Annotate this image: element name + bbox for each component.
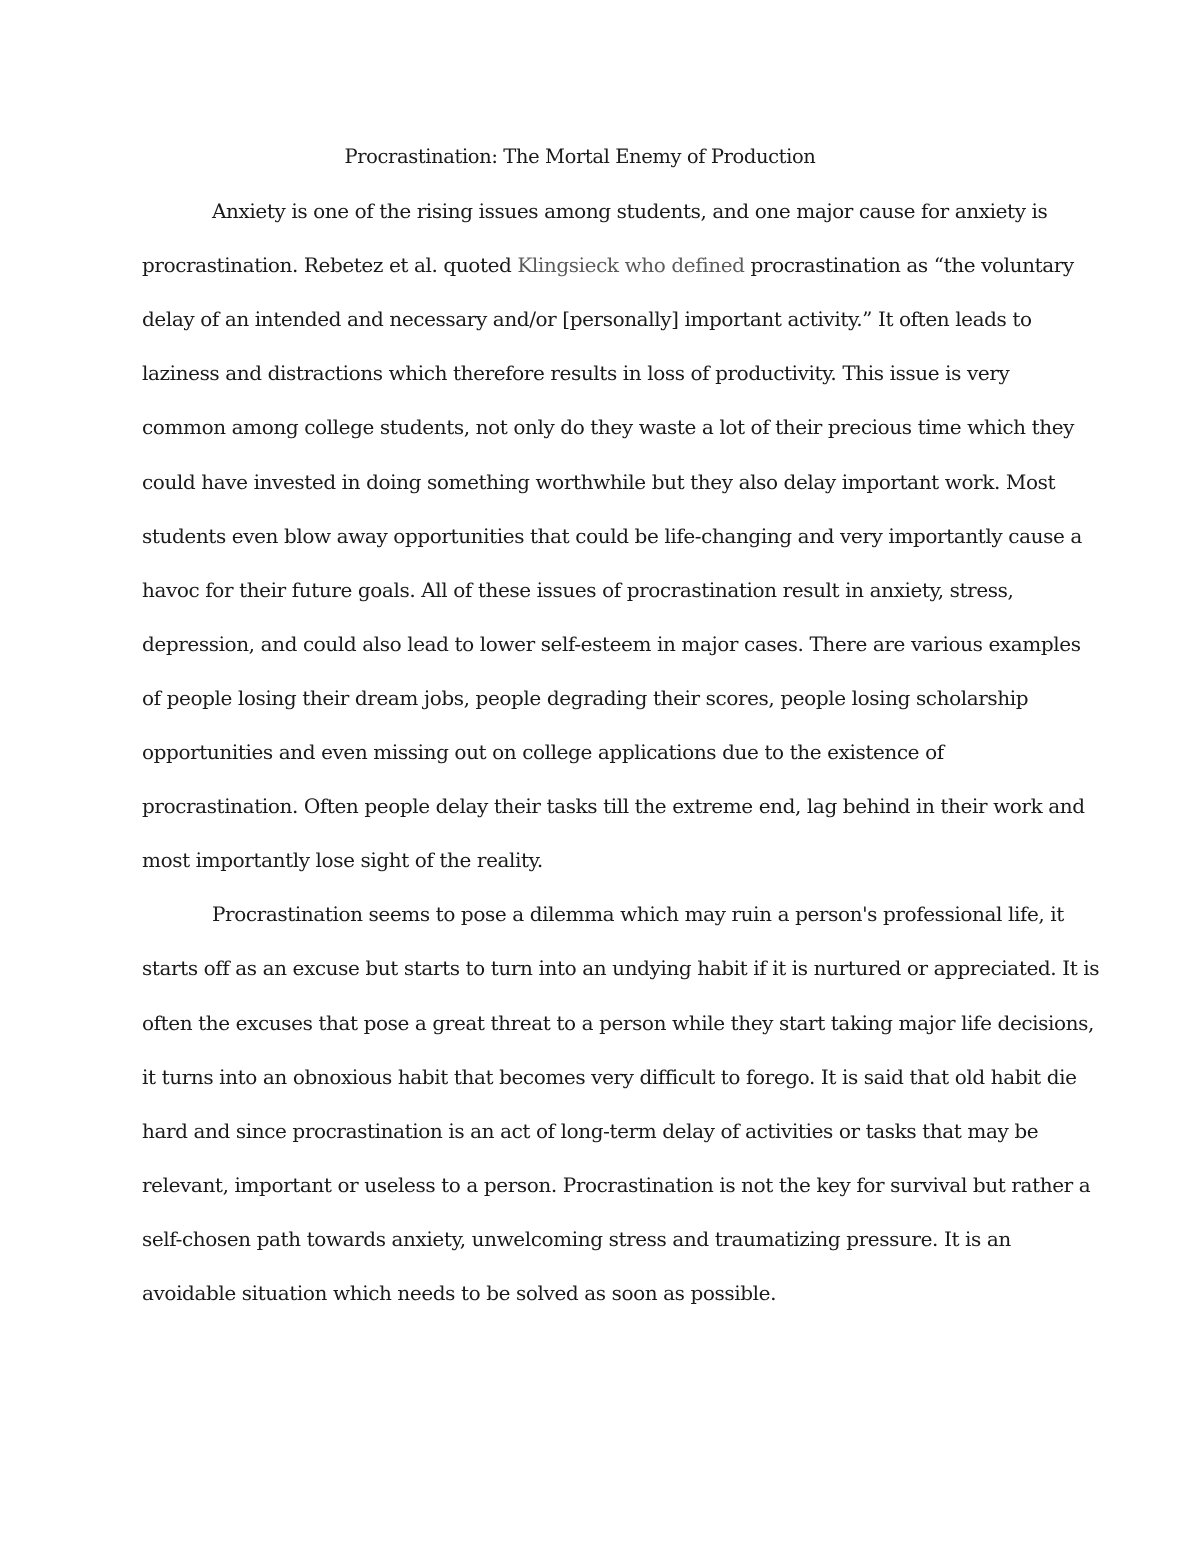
paragraph-line: laziness and distractions which therefore results in loss of productivity. This issue is very: [142, 361, 1010, 385]
paragraph-line: procrastination. Often people delay their tasks till the extreme end, lag behind in their work and: [142, 794, 1085, 818]
line-segment: procrastination as “the voluntary: [744, 253, 1074, 277]
paragraph-line: starts off as an excuse but starts to turn into an undying habit if it is nurtured or appreciated. It is: [142, 956, 1100, 980]
paragraph-line: avoidable situation which needs to be solved as soon as possible.: [142, 1281, 777, 1305]
highlighted-citation: Klingsieck who defined: [517, 253, 745, 277]
line-segment: procrastination. Rebetez et al. quoted: [142, 253, 518, 277]
paragraph-line: havoc for their future goals. All of these issues of procrastination result in anxiety, stress,: [142, 578, 1014, 602]
paragraph-line: of people losing their dream jobs, people degrading their scores, people losing scholarship: [142, 686, 1029, 710]
paragraph-line: Procrastination seems to pose a dilemma which may ruin a person's professional life, it: [212, 902, 1064, 926]
paragraph-line: hard and since procrastination is an act of long-term delay of activities or tasks that may be: [142, 1119, 1039, 1143]
paragraph-line: common among college students, not only do they waste a lot of their precious time which they: [142, 415, 1075, 439]
paragraph-line: self-chosen path towards anxiety, unwelcoming stress and traumatizing pressure. It is an: [142, 1227, 1011, 1251]
paragraph-line: Anxiety is one of the rising issues among students, and one major cause for anxiety is: [212, 199, 1048, 223]
paragraph-line: most importantly lose sight of the reality.: [142, 848, 543, 872]
document-title: Procrastination: The Mortal Enemy of Production: [344, 144, 816, 168]
paragraph-line: [142, 250, 1074, 280]
paragraph-line: often the excuses that pose a great threat to a person while they start taking major life decisions,: [142, 1011, 1094, 1035]
paragraph-line: opportunities and even missing out on college applications due to the existence of: [142, 740, 944, 764]
paragraph-line: depression, and could also lead to lower self-esteem in major cases. There are various examples: [142, 632, 1081, 656]
paragraph-line: it turns into an obnoxious habit that becomes very difficult to forego. It is said that old habit die: [142, 1065, 1077, 1089]
paragraph-line: delay of an intended and necessary and/or [personally] important activity.” It often leads to: [142, 307, 1032, 331]
paragraph-line: relevant, important or useless to a person. Procrastination is not the key for survival but rather a: [142, 1173, 1091, 1197]
paragraph-line: could have invested in doing something worthwhile but they also delay important work. Most: [142, 470, 1056, 494]
paragraph-line: students even blow away opportunities that could be life-changing and very importantly cause a: [142, 524, 1082, 548]
